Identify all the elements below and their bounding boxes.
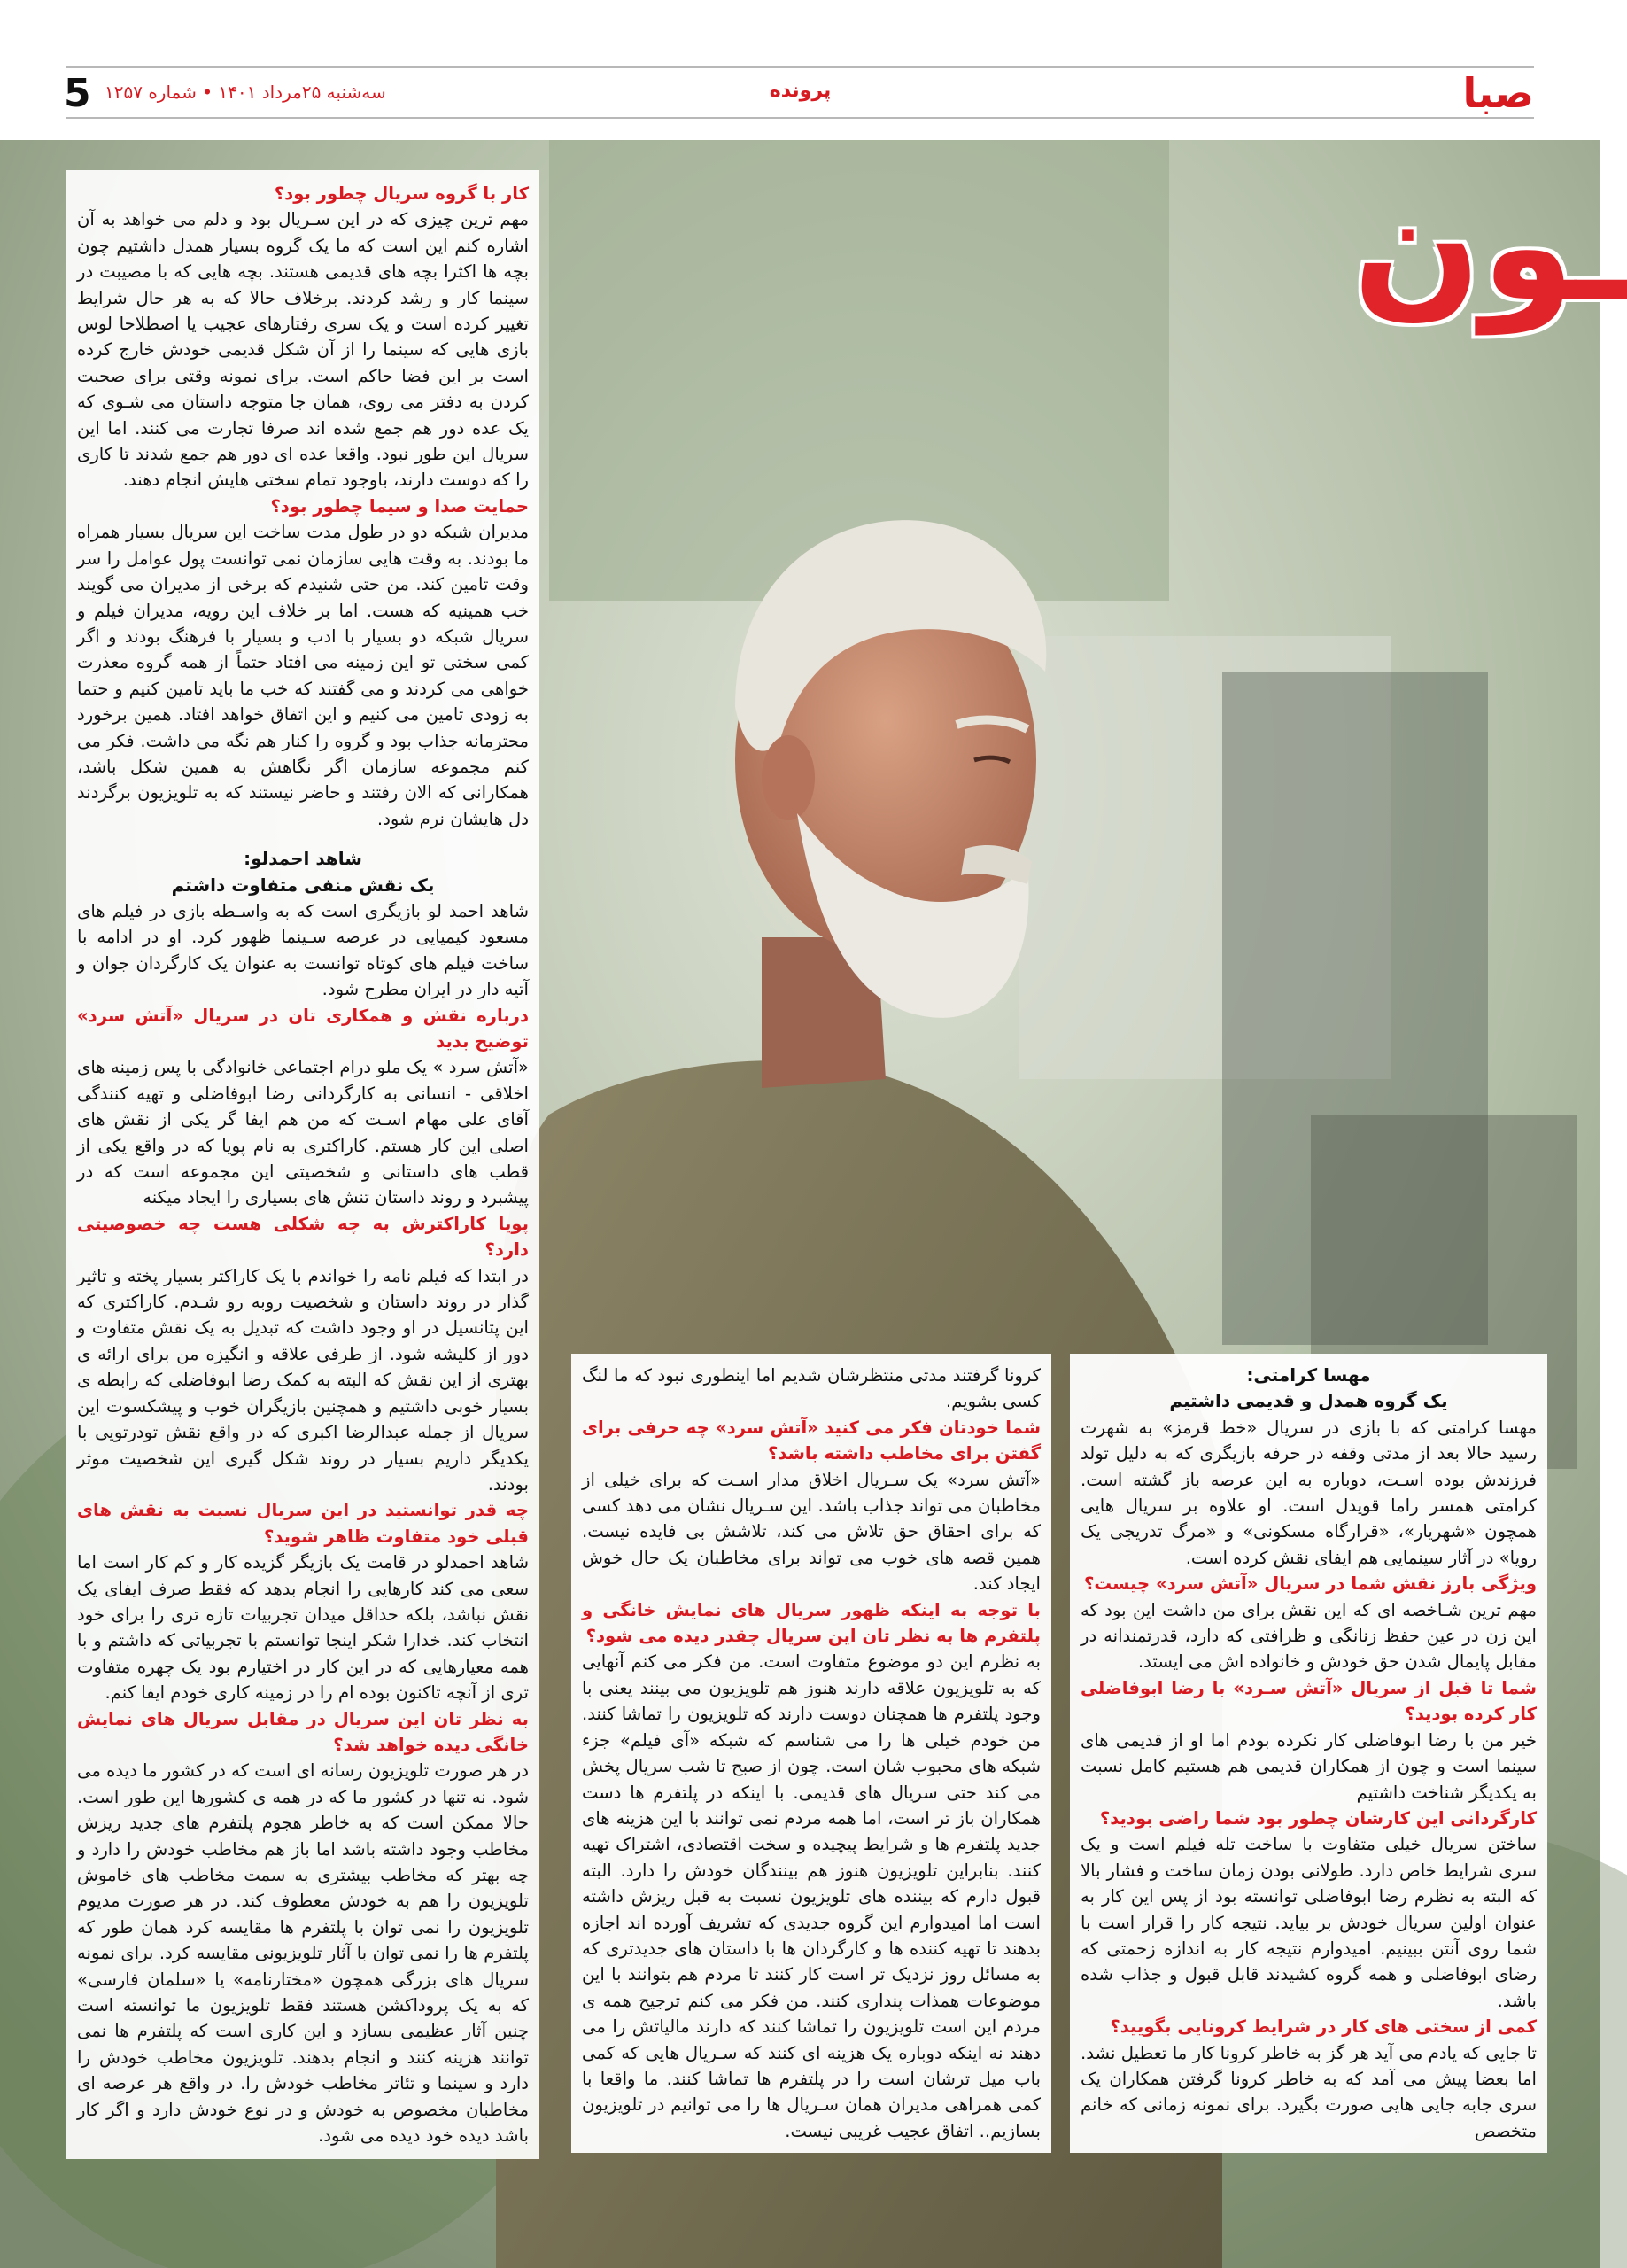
paragraph: در ابتدا که فیلم نامه را خواندم با یک کاراکتر بسیار پخته و تاثیر گذار در روند داستان و شخصیت روبه رو شـدم. کاراکتری که این پتانسیل در او وجود داشت که تبدیل به یک نقش متفاوت و دور از کلیشه شود. از طرفی علاقه و انگیزه من برای ارائه ی بهتری از این نقش که البته به کمک رضا ابوفاضلی که رابطه ی بسیار خوبی داشتیم و همچنین بازیگران خوب و پیشکسوت این سریال از جمله عبدالرضا اکبری که در واقع نقش تودرتویی با یکدیگر داریم بسیار در روند شکل گیری این شخصیت موثر بودند. [77, 1265, 529, 1495]
paragraph: تا جایی که یادم می آید هر گز به خاطر کرونا کار ما تعطیل نشد. اما بعضا پیش می آمد که به خاطر کرونا گرفتن همکاران یک سری جابه جایی هایی صورت بگیرد. برای نمونه زمانی که خانم متخصص [1081, 2042, 1537, 2141]
interview-subtitle: یک گروه همدل و قدیمی داشتیم [1169, 1390, 1448, 1412]
text-column-right [66, 170, 539, 2159]
interview-question: حمایت صدا و سیما چطور بود؟ [270, 495, 529, 517]
interview-question: درباره نقش و همکاری تان در سریال «آتش سرد» توضیح بدید [77, 1005, 529, 1052]
interview-question: شما خودتان فکر می کنید «آتش سرد» چه حرفی برای گفتن برای مخاطب داشته باشد؟ [582, 1417, 1041, 1464]
interview-question: کمی از سختی های کار در شرایط کرونایی بگویید؟ [1110, 2016, 1537, 2038]
interview-question: شما تا قبل از سریال «آتش سـرد» با رضا ابوفاضلی کار کرده بودید؟ [1081, 1677, 1537, 1725]
interview-question: پویا کاراکترش به چه شکلی هست چه خصوصیتی دارد؟ [77, 1213, 529, 1261]
interviewee-name: شاهد احمدلو: [244, 848, 362, 870]
interview-subtitle: یک نقش منفی متفاوت داشتم [171, 874, 435, 896]
text-column-left [1070, 1354, 1547, 2153]
interview-question: با توجه به اینکه ظهور سریال های نمایش خانگی و پلتفرم ها به نظر تان این سریال چقدر دیده می شود؟ [582, 1599, 1041, 1647]
text-column-center [571, 1354, 1051, 2153]
paragraph: به نظرم این دو موضوع متفاوت است. من فکر می کنم آنهایی که به تلویزیون علاقه دارند هنوز هم تلویزیون می بینند یعنی با وجود پلتفرم ها همچنان دوست دارند که تلویزیون را تماشا کنند. من خودم خیلی ها را می شناسم که شبکه «آی فیلم» جزء شبکه های محبوب شان است. چون از صبح تا شب سریال پخش می کند حتی سریال های قدیمی. با اینکه در پلتفرم ها دست همکاران باز تر است، اما همه مردم نمی توانند با این هزینه های جدید پلتفرم ها و شرایط پیچیده و سخت اقتصادی، اشتراک تهیه کنند. بنابراین تلویزیون هنوز هم بینندگان خودش را دارد. البته قبول دارم که بیننده های تلویزیون نسبت به قبل ریزش داشته است اما امیدوارم این گروه جدیدی که تشریف آورده اند اجازه بدهند تا تهیه کننده ها و کارگردان ها با داستان های جدیدتری که به مسائل روز نزدیک تر است کار کنند تا مردم هم بتوانند با این موضوعات همذات پنداری کنند. من فکر می کنم ترجیح همه ی مردم این است تلویزیون را تماشا کنند که دارند مالیاتش را می دهند نه اینکه دوباره یک هزینه ای کنند که سـریال هایی که کمی باب میل ترشان است را در پلتفرم ها تماشا کنند. ما واقعا با کمی همراهی مدیران همان سـریال ها را می توانیم در تلویزیون بسازیم.. اتفاق عجیب غریبی نیست. [582, 1651, 1041, 2141]
paragraph: مدیران شبکه دو در طول مدت ساخت این سریال بسیار همراه ما بودند. به وقت هایی سازمان نمی توانست پول عوامل را سر وقت تامین کند. من حتی شنیدم که برخی از مدیران می گویند خب همینیه که هست. اما بر خلاف این رویه، مدیران فیلم و سریال شبکه دو بسیار با ادب و بسیار با فرهنگ بودند و اگر کمی سختی تو این زمینه می افتاد حتماً از همه گروه معذرت خواهی می کردند و می گفتند که خب ما باید تامین کنیم و حتما به زودی تامین می کنیم و این اتفاق خواهد افتاد. همین برخورد محترمانه جذاب بود و گروه را کنار هم نگه می داشت. فکر می کنم مجموعه سازمان اگر نگاهش به همین شکل باشد، همکارانی که الان رفتند و حاضر نیستند که به تلویزیون برگردند دل هایشان نرم شود. [77, 522, 529, 829]
issue-date: سه‌شنبه ۲۵مرداد ۱۴۰۱ • شماره ۱۲۵۷ [105, 82, 386, 103]
section-label: پرونده [769, 80, 832, 102]
paragraph: «آتش سرد » یک ملو درام اجتماعی خانوادگی با پس زمینه های اخلاقی - انسانی به کارگردانی رضا ابوفاضلی و تهیه کنندگی آقای علی مهام اسـت که من هم ایفا گر یکی از نقش های اصلی این کار هستم. کاراکتری به نام پویا که در واقع یکی از قطب های داستانی و شخصیتی این مجموعه است که در پیشبرد و روند داستان تنش های بسیاری را ایجاد میکنه [77, 1057, 529, 1208]
interview-question: ویژگی بارز نقش شما در سریال «آتش سرد» چیست؟ [1084, 1573, 1537, 1595]
page-header [0, 0, 1600, 133]
article-title-fragment [1352, 159, 1627, 346]
header-bottom-rule [66, 117, 1534, 119]
paragraph: «آتش سرد» یک سـریال اخلاق مدار اسـت که برای خیلی از مخاطبان می تواند جذاب باشد. این سـریال نشان می دهد کسی که برای احقاق حق تلاش می کند، تلاشش بی فایده نیست. همین قصه های خوب می تواند برای مخاطبان یک حال خوش ایجاد کند. [582, 1469, 1041, 1595]
paragraph: مهم ترین چیزی که در این سـریال بود و دلم می خواهد به آن اشاره کنم این است که ما یک گروه بسیار همدل داشتیم چون بچه ها اکثرا بچه های قدیمی هستند. بچه هایی که با مصیبت در سینما کار و رشد کردند. برخلاف حالا که به هر حال شرایط تغییر کرده است و یک سری رفتارهای عجیب یا اصطلاحا لوس بازی هایی که سینما را از آن شکل قدیمی خودش خارج کرده است بر این فضا حاکم است. برای نمونه وقتی برای صحبت کردن به دفتر می روی، همان جا متوجه داستان می شـوی که یک عده دور هم جمع شده اند صرفا تجارت می کنند. اما این سریال این طور نبود. واقعا عده ای دور هم جمع شدند تا کاری را که دوست دارند، باوجود تمام سختی هایش انجام دهند. [77, 209, 529, 491]
paragraph: مهسا کرامتی که با بازی در سریال «خط قرمز» به شهرت رسید حالا بعد از مدتی وقفه در حرفه بازیگری که به دلیل تولد فرزندش بوده اسـت، دوباره به این عرصه باز گشته است. کرامتی همسر راما قویدل است. او علاوه بر سریال هایی همچون «شهریار»، «قرارگاه مسکونی» و «مرگ تدریجی یک رویا» در آثار سینمایی هم ایفای نقش کرده است. [1081, 1417, 1537, 1568]
interview-question: کار با گروه سریال چطور بود؟ [274, 183, 529, 204]
paragraph: شاهد احمد لو بازیگری است که به واسـطه بازی در فیلم های مسعود کیمیایی در عرصه سـینما ظهور کرد. او در ادامه با ساخت فیلم های کوتاه توانست به عنوان یک کارگردان جوان و آتیه دار در ایران مطرح شود. [77, 900, 529, 1000]
paragraph: مهم ترین شـاخصه ای که این نقش برای من داشت این بود که این زن در عین حفظ زنانگی و ظرافتی که دارد، قدرتمندانه در مقابل پایمال شدن حق خودش و خانواده اش می ایستد. [1081, 1599, 1537, 1673]
interviewee-name: مهسا کرامتی: [1246, 1364, 1371, 1386]
publication-logo: صبا [1462, 69, 1534, 117]
paragraph: در هر صورت تلویزیون رسانه ای است که در کشور ما دیده می شود. نه تنها در کشور ما که در همه ی کشورها این طور است. حالا ممکن است که به خاطر هجوم پلتفرم های جدید ریزش مخاطب وجود داشته باشد اما باز هم مخاطب خودش را دارد و چه بهتر که مخاطب بیشتری به سمت مخاطب های خاموش تلویزیون را هم به خودش معطوف کند. در هر صورت مدیوم تلویزیون را نمی توان با پلتفرم ها مقایسه کرد همان طور که پلتفرم ها را نمی توان با آثار تلویزیونی مقایسه کرد. برای نمونه سریال های بزرگی همچون «مختارنامه» یا «سلمان فارسی» که به یک پروداکشن هستند فقط تلویزیون ما توانسته است چنین آثار عظیمی بسازد و این کاری است که پلتفرم ها نمی توانند هزینه کنند و انجام بدهند. تلویزیون مخاطب خودش را دارد و سینما و تئاتر مخاطب خودش را. در واقع هر عرصه ای مخاطبان مخصوص به خودش و در نوع خودش دارد و اگر کار باشد دیده خود دیده می شود. [77, 1760, 529, 2147]
paragraph: شاهد احمدلو در قامت یک بازیگر گزیده کار و کم کار است اما سعی می کند کارهایی را انجام بدهد که فقط صرف ایفای یک نقش نباشد، بلکه حداقل میدان تجربیات تازه تری را برای خود انتخاب کند. خدارا شکر اینجا توانستم با تجربیاتی که داشتم و با همه معیارهایی که در این کار در اختیارم بود یک چهره متفاوت تری از آنچه تاکنون بوده ام را در زمینه کاری خودم ایفا کنم. [77, 1552, 529, 1704]
interview-question: کارگردانی این کارشان چطور بود شما راضی بودید؟ [1099, 1807, 1537, 1829]
interview-question: چه قدر توانستید در این سریال نسبت به نقش های قبلی خود متفاوت ظاهر شوید؟ [77, 1500, 529, 1547]
paragraph: ساختن سریال خیلی متفاوت با ساخت تله فیلم است و یک سری شرایط خاص دارد. طولانی بودن زمان ساخت و فشار بالا که البته به نظرم رضا ابوفاضلی توانسته بود از پس این کار به عنوان اولین سریال خودش بر بیاید. نتیجه کار را قرار است با شما روی آنتن ببینیم. امیدوارم نتیجه کار به اندازه زحمتی که رضای ابوفاضلی و همه گروه کشیدند قابل قبول و جذاب شده باشد. [1081, 1834, 1537, 2011]
section-spacer [77, 832, 529, 846]
interview-question: به نظر تان این سریال در مقابل سریال های نمایش خانگی دیده خواهد شد؟ [77, 1708, 529, 1755]
paragraph: کرونا گرفتند مدتی منتظرشان شدیم اما اینطوری نبود که ما لنگ کسی بشویم. [582, 1365, 1041, 1412]
title-text: ـون [1352, 159, 1627, 335]
page-number: 5 [64, 71, 91, 116]
header-top-rule [66, 66, 1534, 68]
paragraph: خیر من با رضا ابوفاضلی کار نکرده بودم اما او از قدیمی های سینما است و چون از همکاران قدیمی هم هستیم کامل نسبت به یکدیگر شناخت داشتیم [1081, 1729, 1537, 1803]
